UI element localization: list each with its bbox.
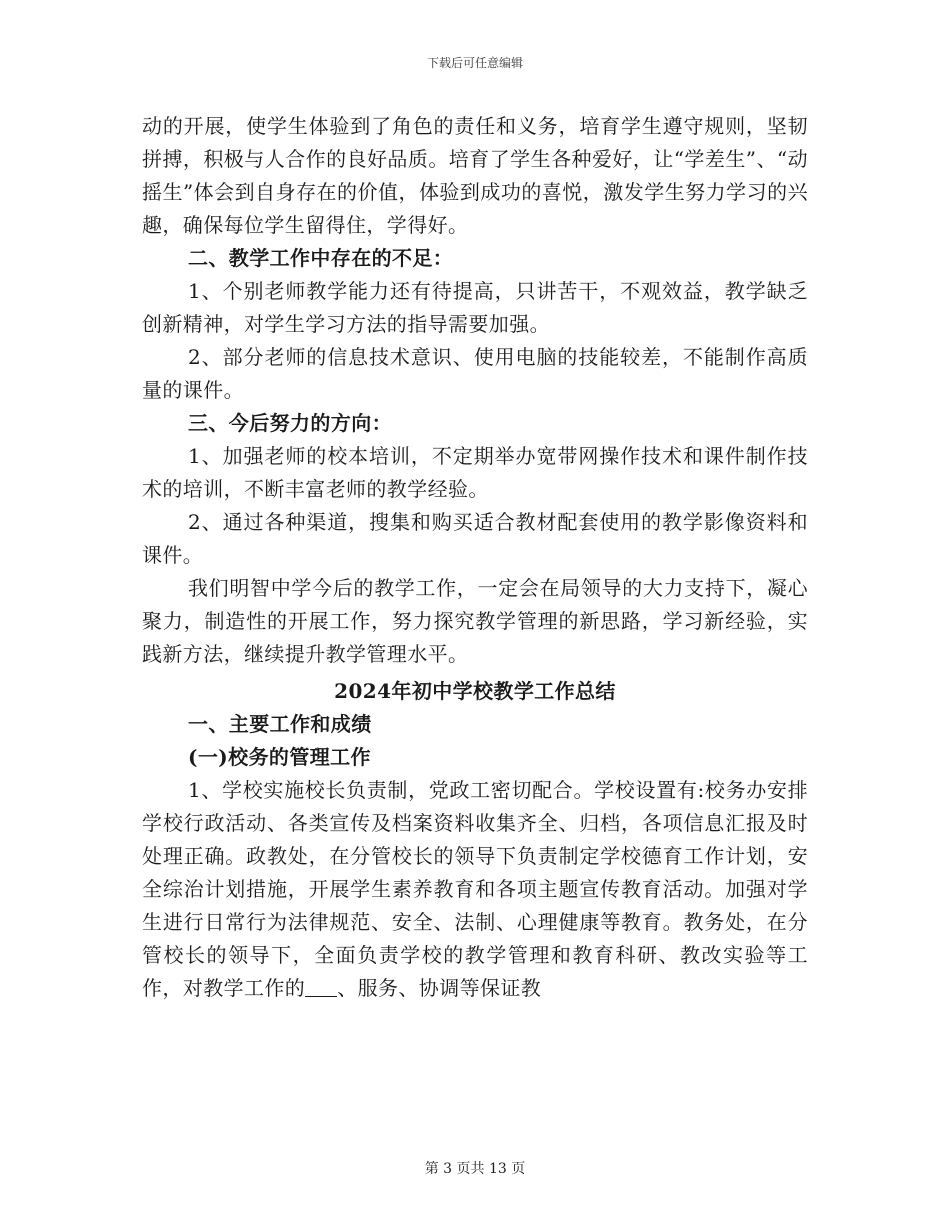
page-number: 第 3 页共 13 页: [424, 1161, 526, 1177]
paragraph-shortcoming-1: 1、个别老师教学能力还有待提高，只讲苦干，不观效益，教学缺乏创新精神，对学生学习方法的指导需要加强。: [142, 279, 808, 336]
document-title: 2024年初中学校教学工作总结: [334, 679, 616, 703]
paragraph-shortcoming-2: 2、部分老师的信息技术意识、使用电脑的技能较差，不能制作高质量的课件。: [142, 345, 808, 402]
paragraph-direction-1: 1、加强老师的校本培训，不定期举办宽带网操作技术和课件制作技术的培训，不断丰富老师的教学经验。: [142, 444, 808, 501]
section-heading-shortcomings: 二、教学工作中存在的不足：: [188, 246, 454, 270]
paragraph-school-management-text: 1、学校实施校长负责制，党政工密切配合。学校设置有:校务办安排学校行政活动、各类宣传及档案资料收集齐全、归档，各项信息汇报及时处理正确。政教处，在分管校长的领导下负责制定学校德育工作计划，安全综治计划措施，开展学生素养教育和各项主题宣传教育活动。加强对学生进行日常行为法律规范、安全、法制、心理健康等教育。教务处，在分管校长的领导下，全面负责学校的教学管理和教育科研、教改实验等工作，对教学工作的: [142, 778, 808, 1000]
paragraph-conclusion: 我们明智中学今后的教学工作，一定会在局领导的大力支持下，凝心聚力，制造性的开展工作，努力探究教学管理的新思路，学习新经验，实践新方法，继续提升教学管理水平。: [142, 576, 808, 666]
paragraph-school-management-tail: 、服务、协调等保证教: [337, 976, 542, 1000]
page-header-note: 下载后可任意编辑: [426, 56, 523, 70]
document-body: [142, 110, 808, 1005]
fill-in-blank: [305, 976, 337, 997]
paragraph-direction-2: 2、通过各种渠道，搜集和购买适合教材配套使用的教学影像资料和课件。: [142, 510, 808, 567]
paragraph-school-management: [142, 774, 808, 1005]
section-heading-direction: 三、今后努力的方向：: [188, 411, 392, 435]
section-heading-main-work: 一、主要工作和成绩: [188, 712, 372, 736]
paragraph-continued: 动的开展，使学生体验到了角色的责任和义务，培育学生遵守规则，坚韧拼搏，积极与人合作的良好品质。培育了学生各种爱好，让“学差生”、“动摇生”体会到自身存在的价值，体验到成功的喜悦，激发学生努力学习的兴趣，确保每位学生留得住，学得好。: [142, 114, 808, 237]
subsection-heading-school-affairs: (一)校务的管理工作: [188, 745, 371, 769]
